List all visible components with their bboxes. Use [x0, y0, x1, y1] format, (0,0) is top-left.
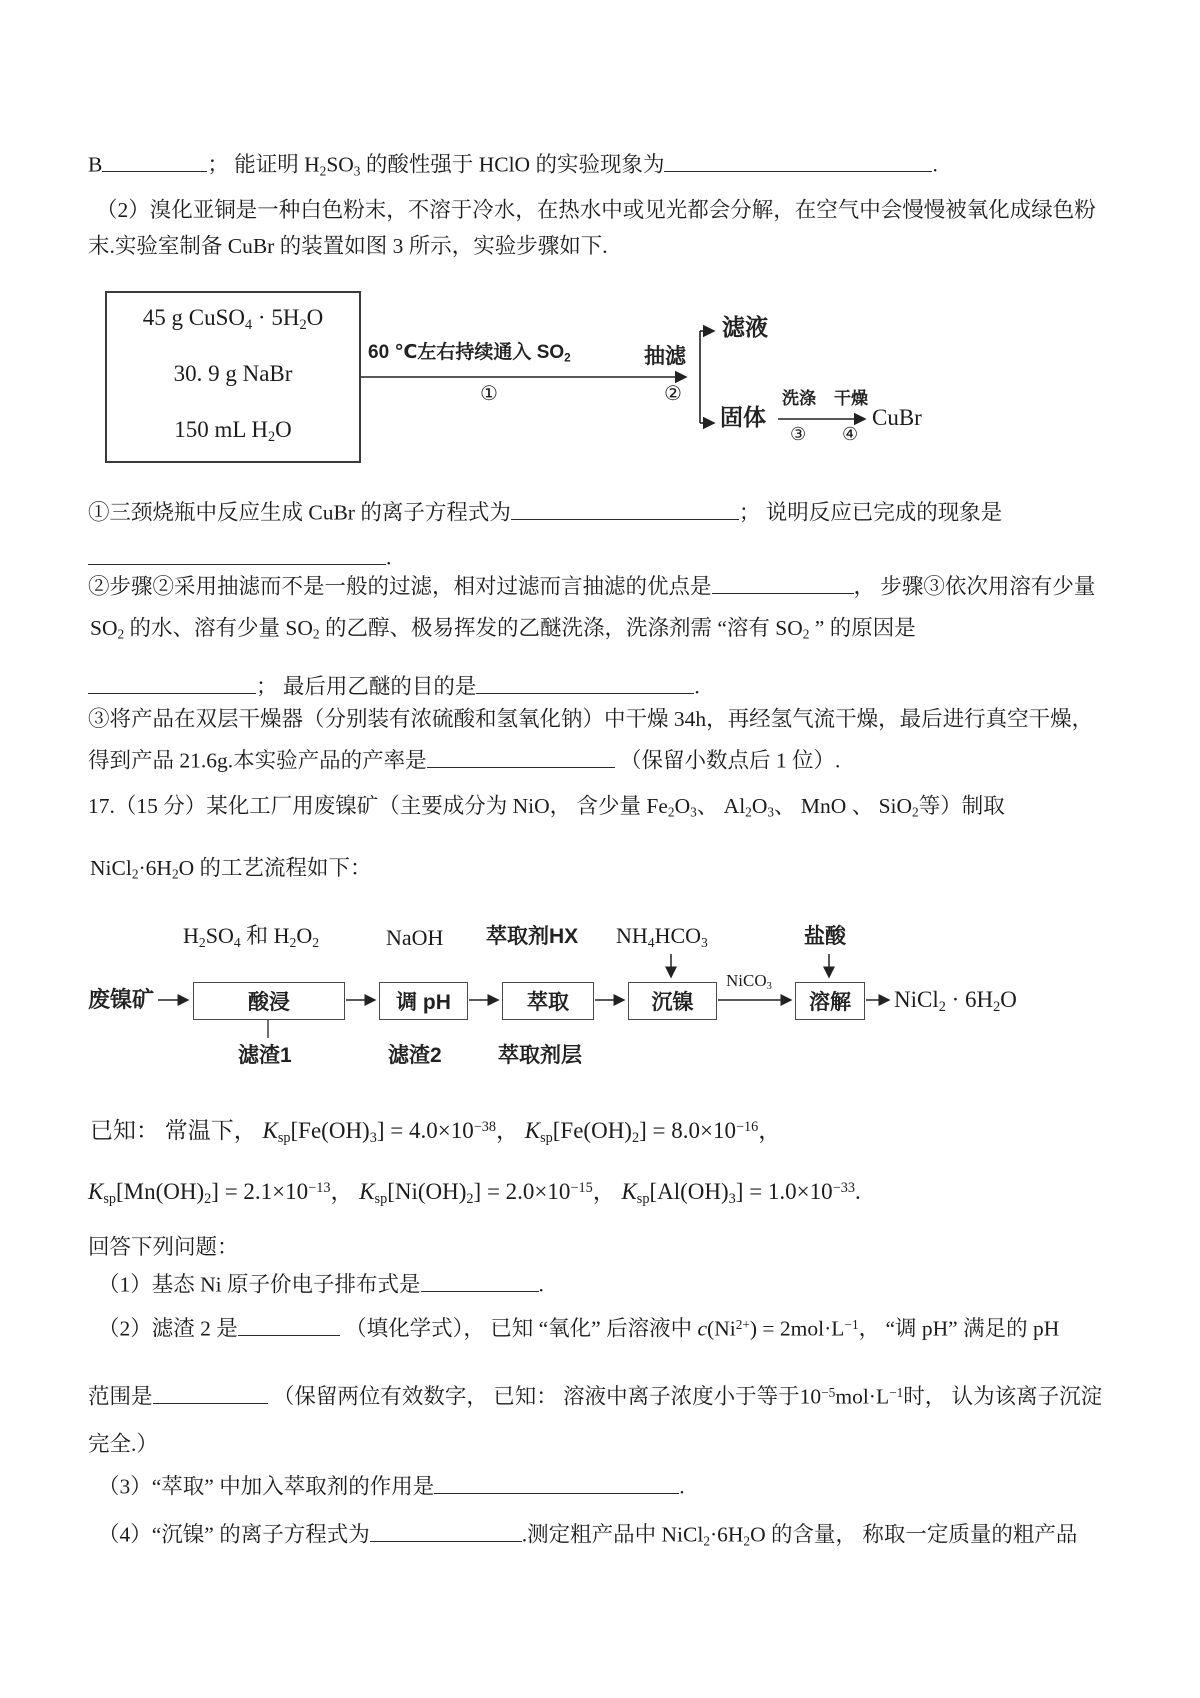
flow-box-adjust-ph	[379, 982, 468, 1020]
ksp-line1: 已知： 常温下， $K_{sp}[Fe(OH)_3] = 4.0\times 10^{-38}$， $K_{sp}[Fe(OH)_2] = 8.0\times 10^{-16}$，	[90, 1118, 782, 1146]
q16-2-sub3-line1: ③将产品在双层干燥器（分别装有浓硫酸和氢氧化钠）中干燥 34h，再经氢气流干燥，最后进行真空干燥，	[88, 707, 1094, 731]
q17-sub2-line1: （2）滤渣 2 是 （填化学式）， 已知 “氧化” 后溶液中 $c(Ni^{2+}) = 2mol\cdot L^{-1}$， “调 pH” 满足的 pH	[98, 1312, 1059, 1344]
q16-2-sub1-line1: ①三颈烧瓶中反应生成 CuBr 的离子方程式为 ； 说明反应已完成的现象是	[88, 496, 1002, 528]
step2-number: ②	[664, 383, 682, 405]
flow-box-nickel-precipitation-label: 沉镍	[651, 991, 694, 1014]
q16-2-sub2-line3: ； 最后用乙醚的目的是 .	[88, 670, 700, 702]
q17-header-line2: $NiCl_2\cdot 6H_2O$ 的工艺流程如下：	[90, 856, 372, 882]
ksp-line2: $K_{sp}[Mn(OH)_2] = 2.1\times 10^{-13}$， $K_{sp}[Ni(OH)_2] = 2.0\times 10^{-15}$， $K_{sp}[Al(OH)_3] = 1.0\times 10^{-33}$.	[88, 1179, 861, 1207]
flow-box-extraction	[502, 982, 594, 1020]
flow-box-adjust-ph-label: 调 pH	[396, 991, 451, 1014]
dry-label: 干燥	[834, 389, 868, 408]
flow-output-nicl2: NiCl$_2$ · $6H_2O$	[894, 987, 1017, 1015]
product-cubr-label: CuBr	[872, 405, 922, 430]
reagent-nh4hco3: $NH_4HCO_3$	[616, 923, 708, 950]
q17-sub1: （1）基态 Ni 原子价电子排布式是 .	[98, 1268, 544, 1300]
flow-input-waste-nickel-ore: 废镍矿	[88, 987, 155, 1012]
flask-reagent-2: 30. 9 g NaBr	[173, 361, 293, 386]
flow-box-nickel-precipitation	[628, 982, 717, 1020]
para-2-line1: （2）溴化亚铜是一种白色粉末，不溶于冷水，在热水中或见光都会分解，在空气中会慢慢被氧化成绿色粉	[96, 198, 1096, 222]
flow-nico3-label: NiCO$_3$	[726, 971, 772, 992]
q17-sub2-line2: 范围是 （保留两位有效数字， 已知： 溶液中离子浓度小于等于$10^{-5}mol\cdot L^{-1}$时， 认为该离子沉淀	[88, 1380, 1102, 1412]
flow-box-acid-leach	[193, 982, 345, 1020]
q17-sub2-line3: 完全.）	[88, 1432, 158, 1456]
wash-label: 洗涤	[782, 389, 816, 408]
q16-2-sub2-line2: $SO_2$ 的水、溶有少量 $SO_2$ 的乙醇、极易挥发的乙醚洗涤，洗涤剂需 “溶有 $SO_2$ ” 的原因是	[90, 616, 916, 642]
line-b-blank: B ； 能证明 $H_2SO_3$ 的酸性强于 HClO 的实验现象为 .	[88, 148, 938, 180]
q16-2-sub1-line2: .	[88, 541, 391, 573]
step1-number: ①	[480, 383, 498, 405]
flow-box-dissolve	[795, 982, 865, 1020]
step4-number: ④	[842, 424, 859, 444]
q16-2-sub3-line2: 得到产品 21.6g.本实验产品的产率是 （保留小数点后 1 位）.	[88, 744, 840, 776]
solid-label: 固体	[720, 404, 766, 430]
figure-cubr-apparatus	[90, 283, 990, 473]
reagent-naoh: NaOH	[386, 925, 444, 950]
flow-residue2-label: 滤渣2	[388, 1044, 442, 1067]
flask-reagent-1: 45 g CuSO$_4$ · $5H_2O$	[142, 305, 324, 333]
answer-prompt: 回答下列问题：	[88, 1235, 239, 1259]
suction-filtration-label: 抽滤	[644, 345, 686, 368]
q16-2-sub2-line1: ②步骤②采用抽滤而不是一般的过滤，相对过滤而言抽滤的优点是 ， 步骤③依次用溶有少量	[88, 570, 1095, 602]
figure-process-flow	[88, 920, 1098, 1080]
reagent-extractant-hx: 萃取剂HX	[486, 925, 579, 948]
para-2-line2: 末.实验室制备 CuBr 的装置如图 3 所示，实验步骤如下.	[88, 234, 608, 258]
flow-box-acid-leach-label: 酸浸	[248, 991, 290, 1014]
flow-residue1-label: 滤渣1	[238, 1044, 292, 1067]
q17-sub3: （3）“萃取” 中加入萃取剂的作用是 .	[98, 1470, 685, 1502]
reagent-h2so4-h2o2: $H_2SO_4$ 和 $H_2O_2$	[183, 923, 320, 950]
q17-sub4: （4）“沉镍” 的离子方程式为 .测定粗产品中 $NiCl_2\cdot 6H_2O$ 的含量， 称取一定质量的粗产品	[98, 1518, 1077, 1550]
q17-header-line1: 17.（15 分）某化工厂用废镍矿（主要成分为 NiO， 含少量 $Fe_2O_3$、 $Al_2O_3$、 MnO 、 SiO$_2$等）制取	[88, 794, 1005, 820]
flask-reagent-3: 150 mL $H_2O$	[174, 417, 292, 445]
reagent-flask-box	[105, 291, 361, 463]
step3-number: ③	[790, 424, 807, 444]
flow-box-dissolve-label: 溶解	[809, 991, 851, 1014]
filtrate-label: 滤液	[722, 314, 768, 340]
flow-extract-layer-label: 萃取剂层	[498, 1044, 582, 1067]
flow-box-extraction-label: 萃取	[527, 991, 569, 1014]
step1-condition-label: 60 ℃左右持续通入 $SO_2$	[368, 342, 571, 365]
reagent-hcl: 盐酸	[804, 925, 846, 948]
